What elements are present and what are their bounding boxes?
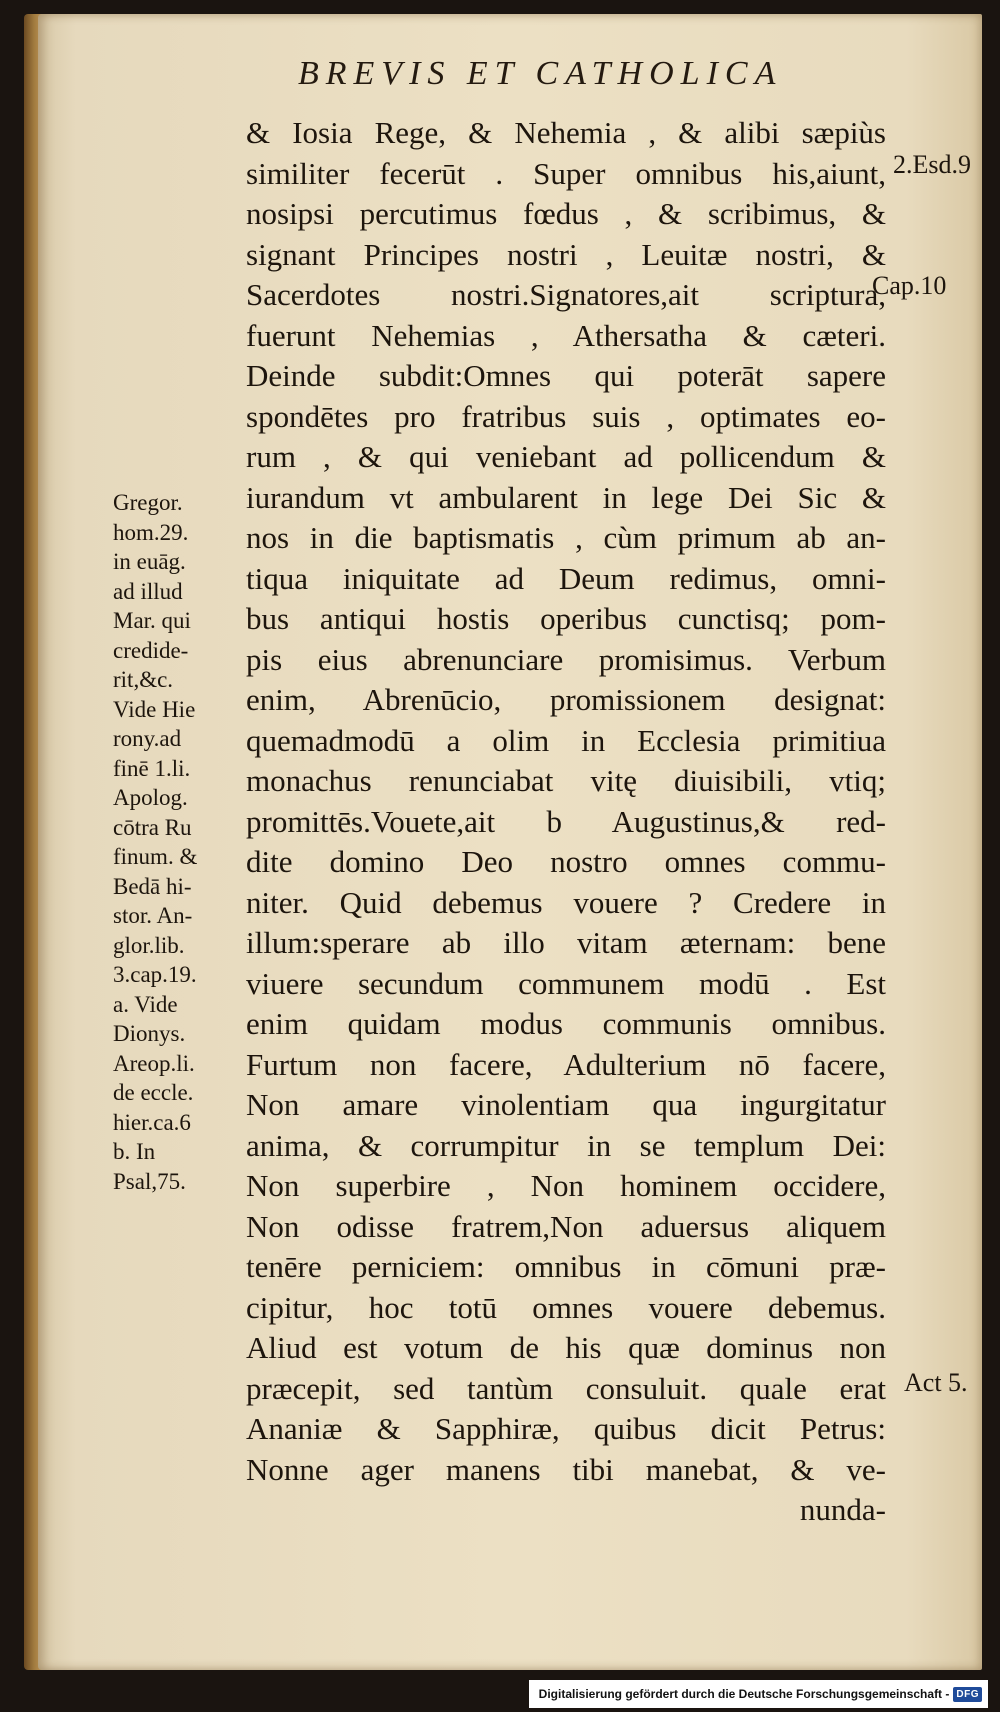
margin-note-line: Areop.li. [113, 1050, 195, 1076]
text-line: Non odisse fratrem,Non aduersus aliquem [246, 1208, 886, 1244]
margin-note-line: Psal,75. [113, 1168, 186, 1194]
right-margin-note-esd: 2.Esd.9 [893, 150, 971, 179]
text-line: Deinde subdit:Omnes qui poterāt sapere [246, 358, 886, 393]
margin-note-line: cōtra Ru [113, 814, 192, 840]
margin-note-line: hom.29. [113, 519, 189, 545]
margin-note-line: a. Vide [113, 991, 178, 1017]
text-line: fuerunt Nehemias , Athersatha & cæteri. [246, 317, 886, 353]
margin-note-line: b. In [113, 1139, 156, 1164]
margin-note-line: de eccle. [113, 1080, 194, 1105]
text-line: cipitur, hoc totū omnes vouere debemus. [246, 1289, 886, 1325]
text-line: pis eius abrenunciare promisimus. Verbum [246, 641, 886, 677]
margin-note-line: glor.lib. [113, 932, 185, 958]
text-line: Furtum non facere, Adulterium nō facere, [246, 1046, 886, 1082]
text-line: spondētes pro fratribus suis , optimates eo- [246, 398, 886, 434]
margin-note-line: hier.ca.6 [113, 1109, 191, 1135]
text-line: Ananiæ & Sapphiræ, quibus dicit Petrus: [246, 1411, 886, 1446]
text-line: promittēs.Vouete,ait b Augustinus,& red- [246, 803, 886, 839]
text-line: tenēre perniciem: omnibus in cōmuni præ- [246, 1249, 886, 1284]
text-line: monachus renunciabat vitę diuisibili, vtiq; [246, 763, 886, 798]
margin-note-line: credide- [113, 637, 189, 663]
margin-note-line: in euāg. [113, 549, 186, 574]
margin-note-line: Dionys. [113, 1021, 186, 1046]
margin-note-line: Gregor. [113, 490, 183, 515]
margin-note-line: finē 1.li. [113, 755, 191, 781]
text-line: iurandum vt ambularent in lege Dei Sic & [246, 479, 886, 515]
right-margin-note-act: Act 5. [904, 1368, 968, 1397]
right-margin-note-cap: Cap.10 [872, 271, 947, 300]
dfg-logo: DFG [953, 1687, 982, 1702]
text-line: nosipsi percutimus fœdus , & scribimus, & [246, 196, 886, 231]
main-text-column [246, 113, 886, 1531]
text-line: præcepit, sed tantùm consuluit. quale erat [246, 1370, 886, 1406]
text-line: Non amare vinolentiam qua ingurgitatur [246, 1087, 886, 1122]
footer-text: Digitalisierung gefördert durch die Deutsche Forschungsgemeinschaft - [538, 1687, 950, 1701]
text-line: bus antiqui hostis operibus cunctisq; pom- [246, 601, 886, 636]
margin-note-line: Apolog. [113, 785, 188, 810]
text-line: & Iosia Rege, & Nehemia , & alibi sæpiùs [246, 115, 886, 150]
margin-note-line: rony.ad [113, 726, 182, 751]
margin-note-line: finum. & [113, 844, 198, 869]
text-line: niter. Quid debemus vouere ? Credere in [246, 884, 886, 920]
text-line: enim quidam modus communis omnibus. [246, 1006, 886, 1041]
text-line: tiqua iniquitate ad Deum redimus, omni- [246, 560, 886, 596]
text-line: enim, Abrenūcio, promissionem designat: [246, 682, 886, 717]
left-marginal-notes [113, 488, 251, 1196]
text-line: nos in die baptismatis , cùm primum ab an- [246, 520, 886, 555]
text-line: rum , & qui veniebant ad pollicendum & [246, 439, 886, 474]
margin-note-line: Bedā hi- [113, 873, 192, 899]
margin-note-line: Vide Hie [113, 696, 196, 722]
text-line: dite domino Deo nostro omnes commu- [246, 844, 886, 879]
text-line: quemadmodū a olim in Ecclesia primitiua [246, 722, 886, 758]
margin-note-line: ad illud [113, 578, 183, 604]
text-line: Sacerdotes nostri.Signatores,ait scriptura, [246, 277, 886, 312]
text-line: Nonne ager manens tibi manebat, & ve- [246, 1451, 886, 1487]
margin-note-line: stor. An- [113, 903, 193, 928]
text-line: Non superbire , Non hominem occidere, [246, 1168, 886, 1203]
text-line: similiter fecerūt . Super omnibus his,aiunt, [246, 155, 886, 191]
digitization-footer [529, 1680, 988, 1708]
margin-note-line: 3.cap.19. [113, 962, 197, 987]
margin-note-line: Mar. qui [113, 608, 191, 633]
text-line: Aliud est votum de his quæ dominus non [246, 1330, 886, 1365]
margin-note-line: rit,&c. [113, 667, 174, 692]
text-line: nunda- [799, 1492, 886, 1527]
running-head: BREVIS ET CATHOLICA [298, 55, 783, 92]
text-line: viuere secundum communem modū . Est [246, 965, 886, 1001]
text-line: anima, & corrumpitur in se templum Dei: [246, 1127, 886, 1163]
text-line: signant Principes nostri , Leuitæ nostri, & [246, 236, 886, 272]
text-line: illum:sperare ab illo vitam æternam: bene [246, 925, 886, 960]
